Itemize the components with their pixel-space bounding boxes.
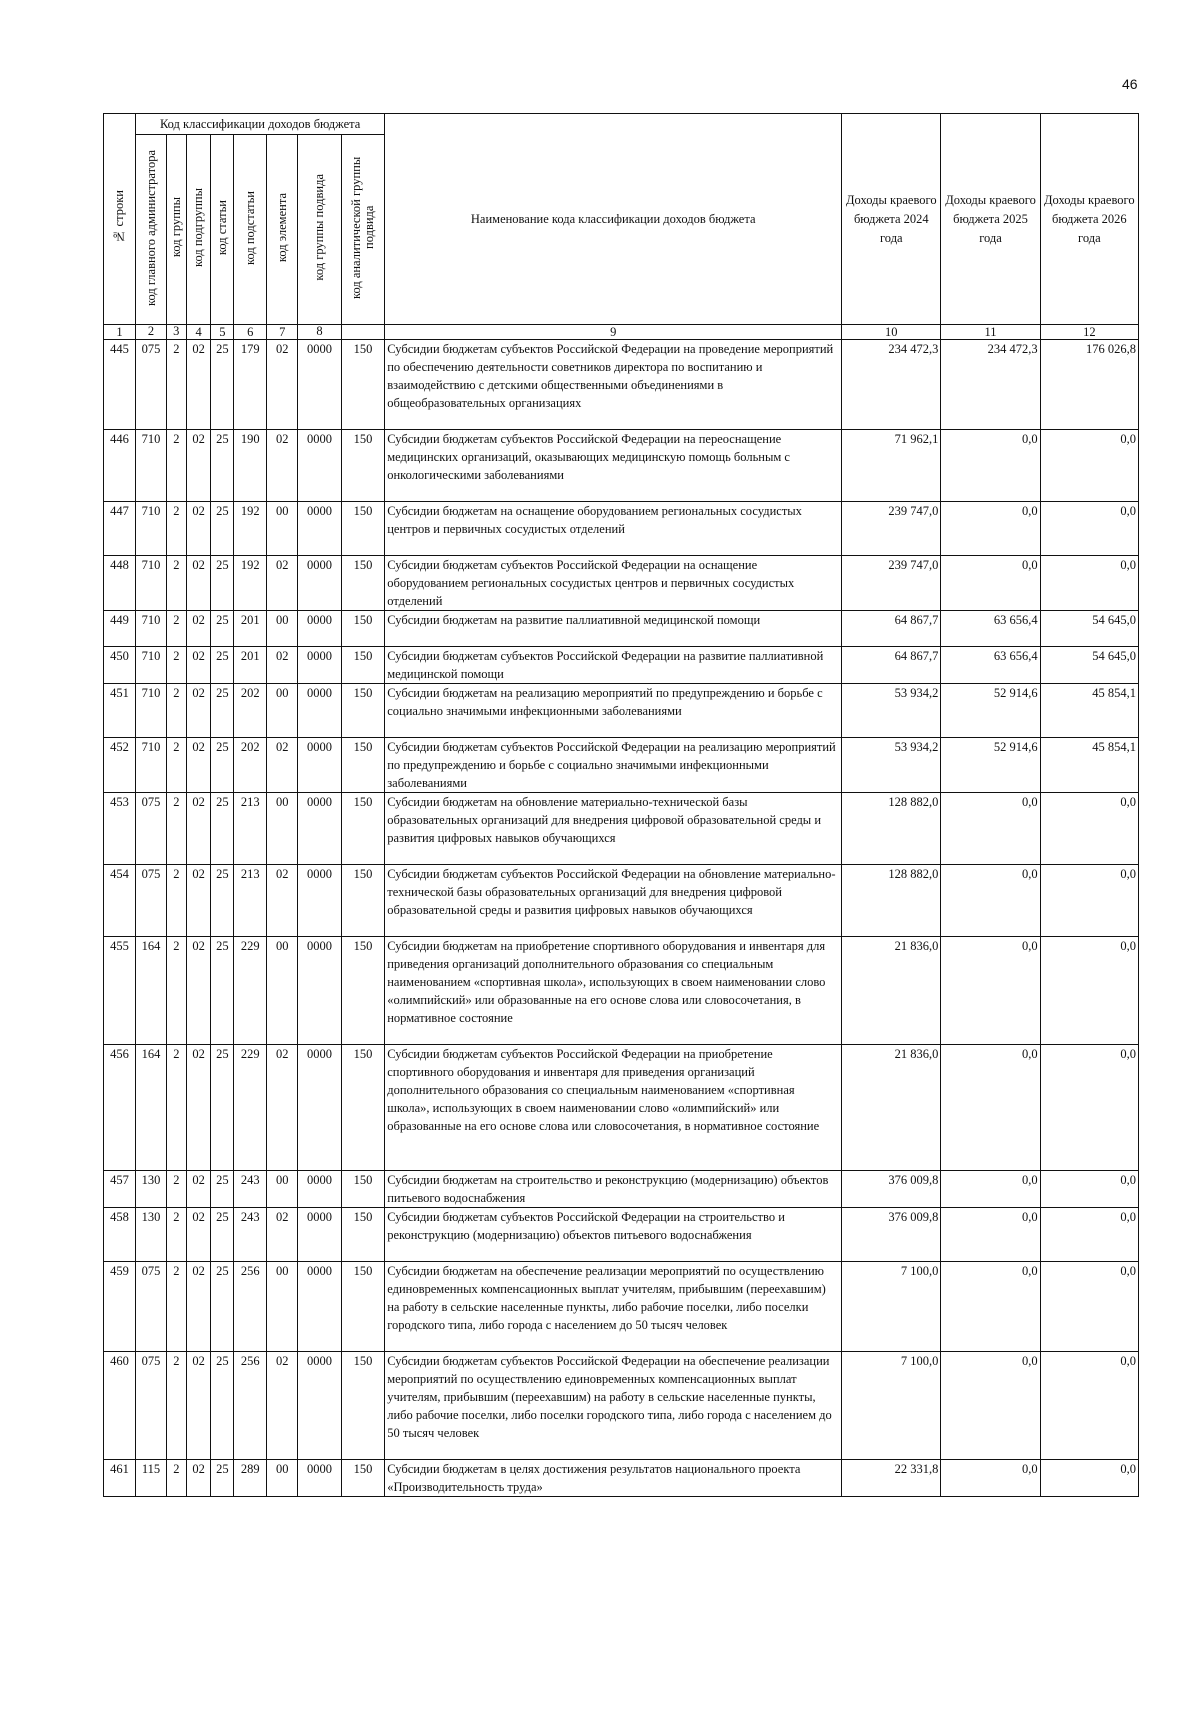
element-code-cell: 00 <box>267 1171 298 1208</box>
article-code-cell: 25 <box>211 1352 234 1460</box>
article-code-cell: 25 <box>211 340 234 430</box>
income-2024-cell: 376 009,8 <box>842 1208 941 1262</box>
subarticle-code-cell: 256 <box>234 1262 267 1352</box>
article-code-cell: 25 <box>211 684 234 738</box>
income-name-cell: Субсидии бюджетам субъектов Российской Федерации на реализацию мероприятий по предупреждению и борьбе с социально значимыми инфекционными заболеваниями <box>385 738 842 793</box>
income-2026-cell: 0,0 <box>1040 502 1138 556</box>
income-2024-cell: 239 747,0 <box>842 556 941 611</box>
income-2024-cell: 71 962,1 <box>842 430 941 502</box>
subgroup-code-cell: 02 <box>186 1352 211 1460</box>
table-row <box>104 1460 1139 1497</box>
column-number: 11 <box>941 325 1040 340</box>
row-number-cell: 446 <box>104 430 136 502</box>
income-2026-cell: 45 854,1 <box>1040 738 1138 793</box>
subarticle-code-cell: 179 <box>234 340 267 430</box>
element-code-cell: 00 <box>267 611 298 647</box>
group-code-cell: 2 <box>167 1171 187 1208</box>
element-code-cell: 00 <box>267 1262 298 1352</box>
subarticle-code-cell: 289 <box>234 1460 267 1497</box>
article-code-cell: 25 <box>211 556 234 611</box>
header-element-code: код элемента <box>267 135 298 325</box>
row-number-cell: 459 <box>104 1262 136 1352</box>
table-row <box>104 647 1139 684</box>
analytic-group-code-cell: 150 <box>341 611 385 647</box>
table-row <box>104 1045 1139 1171</box>
article-code-cell: 25 <box>211 1208 234 1262</box>
analytic-group-code-cell: 150 <box>341 1208 385 1262</box>
column-number: 10 <box>842 325 941 340</box>
header-group-code: код группы <box>167 135 187 325</box>
subgroup-code-cell: 02 <box>186 793 211 865</box>
row-number-cell: 450 <box>104 647 136 684</box>
income-2024-cell: 234 472,3 <box>842 340 941 430</box>
analytic-group-code-cell: 150 <box>341 1352 385 1460</box>
group-code-cell: 2 <box>167 1460 187 1497</box>
header-income-2024: Доходы краевого бюджета 2024 года <box>842 114 941 325</box>
income-2025-cell: 0,0 <box>941 556 1040 611</box>
income-2026-cell: 176 026,8 <box>1040 340 1138 430</box>
income-2026-cell: 0,0 <box>1040 793 1138 865</box>
subtype-group-code-cell: 0000 <box>298 1262 341 1352</box>
row-number-cell: 453 <box>104 793 136 865</box>
analytic-group-code-cell: 150 <box>341 684 385 738</box>
admin-code-cell: 130 <box>136 1171 167 1208</box>
subtype-group-code-cell: 0000 <box>298 502 341 556</box>
article-code-cell: 25 <box>211 430 234 502</box>
admin-code-cell: 075 <box>136 793 167 865</box>
income-2026-cell: 0,0 <box>1040 1171 1138 1208</box>
budget-income-table <box>103 113 1139 1497</box>
group-code-cell: 2 <box>167 502 187 556</box>
header-analytic-group-code: код аналитической группы подвида <box>341 135 385 325</box>
income-2024-cell: 21 836,0 <box>842 937 941 1045</box>
admin-code-cell: 075 <box>136 1352 167 1460</box>
subtype-group-code-cell: 0000 <box>298 1460 341 1497</box>
subtype-group-code-cell: 0000 <box>298 647 341 684</box>
article-code-cell: 25 <box>211 1171 234 1208</box>
group-code-cell: 2 <box>167 937 187 1045</box>
income-2024-cell: 128 882,0 <box>842 865 941 937</box>
header-admin-code: код главного администратора <box>136 135 167 325</box>
income-name-cell: Субсидии бюджетам в целях достижения результатов национального проекта «Производительность труда» <box>385 1460 842 1497</box>
element-code-cell: 00 <box>267 1460 298 1497</box>
column-number: 5 <box>211 325 234 340</box>
analytic-group-code-cell: 150 <box>341 1262 385 1352</box>
table-row <box>104 502 1139 556</box>
row-number-cell: 451 <box>104 684 136 738</box>
element-code-cell: 00 <box>267 502 298 556</box>
income-2026-cell: 0,0 <box>1040 430 1138 502</box>
element-code-cell: 02 <box>267 556 298 611</box>
column-number: 4 <box>186 325 211 340</box>
subarticle-code-cell: 213 <box>234 865 267 937</box>
analytic-group-code-cell: 150 <box>341 430 385 502</box>
group-code-cell: 2 <box>167 611 187 647</box>
income-name-cell: Субсидии бюджетам субъектов Российской Федерации на развитие паллиативной медицинской помощи <box>385 647 842 684</box>
income-2025-cell: 234 472,3 <box>941 340 1040 430</box>
element-code-cell: 02 <box>267 738 298 793</box>
column-number: 8 <box>298 325 385 340</box>
income-2025-cell: 0,0 <box>941 502 1040 556</box>
subgroup-code-cell: 02 <box>186 1045 211 1171</box>
subtype-group-code-cell: 0000 <box>298 1171 341 1208</box>
group-code-cell: 2 <box>167 1045 187 1171</box>
article-code-cell: 25 <box>211 937 234 1045</box>
income-2025-cell: 0,0 <box>941 793 1040 865</box>
subarticle-code-cell: 201 <box>234 611 267 647</box>
subgroup-code-cell: 02 <box>186 1208 211 1262</box>
subgroup-code-cell: 02 <box>186 556 211 611</box>
subtype-group-code-cell: 0000 <box>298 793 341 865</box>
income-name-cell: Субсидии бюджетам субъектов Российской Федерации на проведение мероприятий по обеспечению деятельности советников директора по воспитанию и взаимодействию с детскими общественными объединениями в общеобразовательных организациях <box>385 340 842 430</box>
admin-code-cell: 710 <box>136 611 167 647</box>
row-number-cell: 452 <box>104 738 136 793</box>
income-2025-cell: 0,0 <box>941 1045 1040 1171</box>
income-2026-cell: 0,0 <box>1040 1460 1138 1497</box>
row-number-cell: 445 <box>104 340 136 430</box>
subarticle-code-cell: 202 <box>234 684 267 738</box>
subarticle-code-cell: 213 <box>234 793 267 865</box>
income-2024-cell: 53 934,2 <box>842 738 941 793</box>
analytic-group-code-cell: 150 <box>341 793 385 865</box>
header-income-2025: Доходы краевого бюджета 2025 года <box>941 114 1040 325</box>
income-2025-cell: 0,0 <box>941 1208 1040 1262</box>
income-2024-cell: 64 867,7 <box>842 611 941 647</box>
income-2025-cell: 0,0 <box>941 1262 1040 1352</box>
article-code-cell: 25 <box>211 611 234 647</box>
element-code-cell: 02 <box>267 1352 298 1460</box>
subtype-group-code-cell: 0000 <box>298 1208 341 1262</box>
group-code-cell: 2 <box>167 738 187 793</box>
header-classification-group: Код классификации доходов бюджета <box>136 114 385 135</box>
table-row <box>104 684 1139 738</box>
income-2025-cell: 63 656,4 <box>941 647 1040 684</box>
income-2024-cell: 7 100,0 <box>842 1262 941 1352</box>
row-number-cell: 461 <box>104 1460 136 1497</box>
analytic-group-code-cell: 150 <box>341 647 385 684</box>
subgroup-code-cell: 02 <box>186 684 211 738</box>
income-2026-cell: 54 645,0 <box>1040 647 1138 684</box>
subtype-group-code-cell: 0000 <box>298 340 341 430</box>
income-2024-cell: 22 331,8 <box>842 1460 941 1497</box>
subarticle-code-cell: 202 <box>234 738 267 793</box>
column-number: 12 <box>1040 325 1138 340</box>
income-2026-cell: 0,0 <box>1040 1208 1138 1262</box>
subtype-group-code-cell: 0000 <box>298 684 341 738</box>
column-number: 2 3 <box>136 325 187 340</box>
column-numbers-row <box>104 325 1139 340</box>
income-2026-cell: 45 854,1 <box>1040 684 1138 738</box>
admin-code-cell: 710 <box>136 556 167 611</box>
income-2024-cell: 376 009,8 <box>842 1171 941 1208</box>
income-2026-cell: 0,0 <box>1040 1352 1138 1460</box>
row-number-cell: 449 <box>104 611 136 647</box>
income-2025-cell: 0,0 <box>941 1352 1040 1460</box>
table-row <box>104 1262 1139 1352</box>
row-number-cell: 456 <box>104 1045 136 1171</box>
subtype-group-code-cell: 0000 <box>298 1352 341 1460</box>
subgroup-code-cell: 02 <box>186 1262 211 1352</box>
element-code-cell: 02 <box>267 865 298 937</box>
group-code-cell: 2 <box>167 1352 187 1460</box>
income-name-cell: Субсидии бюджетам субъектов Российской Федерации на обновление материально-технической базы образовательных организаций для внедрения цифровой образовательной среды и развития цифровых навыков обучающихся <box>385 865 842 937</box>
table-row <box>104 340 1139 430</box>
income-2025-cell: 0,0 <box>941 1171 1040 1208</box>
table-row <box>104 1208 1139 1262</box>
group-code-cell: 2 <box>167 430 187 502</box>
element-code-cell: 02 <box>267 430 298 502</box>
income-name-cell: Субсидии бюджетам на обеспечение реализации мероприятий по осуществлению единовременных компенсационных выплат учителям, прибывшим (переехавшим) на работу в сельские населенные пункты, либо рабочие поселки, либо поселки городского типа, либо города с населением до 50 тысяч человек <box>385 1262 842 1352</box>
element-code-cell: 00 <box>267 793 298 865</box>
income-2026-cell: 0,0 <box>1040 865 1138 937</box>
subgroup-code-cell: 02 <box>186 865 211 937</box>
income-2026-cell: 54 645,0 <box>1040 611 1138 647</box>
subtype-group-code-cell: 0000 <box>298 430 341 502</box>
subgroup-code-cell: 02 <box>186 1460 211 1497</box>
article-code-cell: 25 <box>211 502 234 556</box>
table-row <box>104 611 1139 647</box>
column-number: 6 <box>234 325 267 340</box>
income-2025-cell: 0,0 <box>941 430 1040 502</box>
income-name-cell: Субсидии бюджетам субъектов Российской Федерации на приобретение спортивного оборудования и инвентаря для приведения организаций дополнительного образования со специальным наименованием «спортивная школа», использующих в своем наименовании слово «олимпийский» или образованные на его основе слова или словосочетания, в нормативное состояние <box>385 1045 842 1171</box>
income-2025-cell: 52 914,6 <box>941 684 1040 738</box>
analytic-group-code-cell: 150 <box>341 502 385 556</box>
group-code-cell: 2 <box>167 865 187 937</box>
table-row <box>104 793 1139 865</box>
income-2026-cell: 0,0 <box>1040 1045 1138 1171</box>
column-number: 1 <box>104 325 136 340</box>
income-name-cell: Субсидии бюджетам субъектов Российской Федерации на оснащение оборудованием региональных сосудистых центров и первичных сосудистых отделений <box>385 556 842 611</box>
income-2025-cell: 0,0 <box>941 937 1040 1045</box>
subtype-group-code-cell: 0000 <box>298 738 341 793</box>
income-2025-cell: 0,0 <box>941 865 1040 937</box>
income-2024-cell: 128 882,0 <box>842 793 941 865</box>
income-name-cell: Субсидии бюджетам субъектов Российской Федерации на строительство и реконструкцию (модернизацию) объектов питьевого водоснабжения <box>385 1208 842 1262</box>
analytic-group-code-cell: 150 <box>341 1171 385 1208</box>
row-number-cell: 460 <box>104 1352 136 1460</box>
group-code-cell: 2 <box>167 1208 187 1262</box>
article-code-cell: 25 <box>211 738 234 793</box>
column-number: 7 <box>267 325 298 340</box>
subtype-group-code-cell: 0000 <box>298 937 341 1045</box>
income-name-cell: Субсидии бюджетам на обновление материально-технической базы образовательных организаций для внедрения цифровой образовательной среды и развития цифровых навыков обучающихся <box>385 793 842 865</box>
element-code-cell: 02 <box>267 1208 298 1262</box>
table-row <box>104 430 1139 502</box>
row-number-cell: 454 <box>104 865 136 937</box>
subarticle-code-cell: 243 <box>234 1208 267 1262</box>
subgroup-code-cell: 02 <box>186 738 211 793</box>
analytic-group-code-cell: 150 <box>341 865 385 937</box>
subgroup-code-cell: 02 <box>186 647 211 684</box>
group-code-cell: 2 <box>167 340 187 430</box>
row-number-cell: 448 <box>104 556 136 611</box>
group-code-cell: 2 <box>167 684 187 738</box>
element-code-cell: 02 <box>267 1045 298 1171</box>
article-code-cell: 25 <box>211 865 234 937</box>
analytic-group-code-cell: 150 <box>341 1460 385 1497</box>
subgroup-code-cell: 02 <box>186 340 211 430</box>
subarticle-code-cell: 190 <box>234 430 267 502</box>
subtype-group-code-cell: 0000 <box>298 611 341 647</box>
income-2024-cell: 21 836,0 <box>842 1045 941 1171</box>
row-number-cell: 457 <box>104 1171 136 1208</box>
subgroup-code-cell: 02 <box>186 1171 211 1208</box>
header-subtype-group-code: код группы подвида <box>298 135 341 325</box>
column-number: 9 <box>385 325 842 340</box>
header-row-no: № строки <box>104 114 136 325</box>
header-name: Наименование кода классификации доходов бюджета <box>385 114 842 325</box>
subarticle-code-cell: 229 <box>234 1045 267 1171</box>
analytic-group-code-cell: 150 <box>341 556 385 611</box>
row-number-cell: 458 <box>104 1208 136 1262</box>
subgroup-code-cell: 02 <box>186 502 211 556</box>
income-name-cell: Субсидии бюджетам на реализацию мероприятий по предупреждению и борьбе с социально значимыми инфекционными заболеваниями <box>385 684 842 738</box>
table-row <box>104 937 1139 1045</box>
header-article-code: код статьи <box>211 135 234 325</box>
admin-code-cell: 075 <box>136 865 167 937</box>
admin-code-cell: 710 <box>136 647 167 684</box>
income-name-cell: Субсидии бюджетам на оснащение оборудованием региональных сосудистых центров и первичных сосудистых отделений <box>385 502 842 556</box>
header-subgroup-code: код подгруппы <box>186 135 211 325</box>
income-name-cell: Субсидии бюджетам субъектов Российской Федерации на переоснащение медицинских организаций, оказывающих медицинскую помощь больным с онкологическими заболеваниями <box>385 430 842 502</box>
group-code-cell: 2 <box>167 647 187 684</box>
income-name-cell: Субсидии бюджетам на приобретение спортивного оборудования и инвентаря для приведения организаций дополнительного образования со специальным наименованием «спортивная школа», использующих в своем наименовании слово «олимпийский» или образованные на его основе слова или словосочетания, в нормативное состояние <box>385 937 842 1045</box>
group-code-cell: 2 <box>167 1262 187 1352</box>
table-row <box>104 865 1139 937</box>
group-code-cell: 2 <box>167 793 187 865</box>
income-2024-cell: 53 934,2 <box>842 684 941 738</box>
admin-code-cell: 075 <box>136 1262 167 1352</box>
subgroup-code-cell: 02 <box>186 611 211 647</box>
admin-code-cell: 710 <box>136 502 167 556</box>
element-code-cell: 00 <box>267 937 298 1045</box>
subgroup-code-cell: 02 <box>186 430 211 502</box>
table-row <box>104 1171 1139 1208</box>
element-code-cell: 02 <box>267 647 298 684</box>
group-code-cell: 2 <box>167 556 187 611</box>
analytic-group-code-cell: 150 <box>341 937 385 1045</box>
admin-code-cell: 164 <box>136 937 167 1045</box>
income-2025-cell: 0,0 <box>941 1460 1040 1497</box>
subarticle-code-cell: 256 <box>234 1352 267 1460</box>
subtype-group-code-cell: 0000 <box>298 556 341 611</box>
income-2024-cell: 64 867,7 <box>842 647 941 684</box>
admin-code-cell: 075 <box>136 340 167 430</box>
article-code-cell: 25 <box>211 1262 234 1352</box>
subtype-group-code-cell: 0000 <box>298 1045 341 1171</box>
income-2024-cell: 7 100,0 <box>842 1352 941 1460</box>
subarticle-code-cell: 201 <box>234 647 267 684</box>
article-code-cell: 25 <box>211 1460 234 1497</box>
income-name-cell: Субсидии бюджетам на развитие паллиативной медицинской помощи <box>385 611 842 647</box>
row-number-cell: 455 <box>104 937 136 1045</box>
subarticle-code-cell: 229 <box>234 937 267 1045</box>
income-name-cell: Субсидии бюджетам субъектов Российской Федерации на обеспечение реализации мероприятий по осуществлению единовременных компенсационных выплат учителям, прибывшим (переехавшим) на работу в сельские населенные пункты, либо рабочие поселки, либо поселки городского типа, либо города с населением до 50 тысяч человек <box>385 1352 842 1460</box>
header-income-2026: Доходы краевого бюджета 2026 года <box>1040 114 1138 325</box>
table-row <box>104 1352 1139 1460</box>
admin-code-cell: 164 <box>136 1045 167 1171</box>
income-2025-cell: 63 656,4 <box>941 611 1040 647</box>
analytic-group-code-cell: 150 <box>341 340 385 430</box>
admin-code-cell: 710 <box>136 738 167 793</box>
income-2026-cell: 0,0 <box>1040 1262 1138 1352</box>
income-name-cell: Субсидии бюджетам на строительство и реконструкцию (модернизацию) объектов питьевого водоснабжения <box>385 1171 842 1208</box>
admin-code-cell: 115 <box>136 1460 167 1497</box>
article-code-cell: 25 <box>211 1045 234 1171</box>
admin-code-cell: 130 <box>136 1208 167 1262</box>
income-2026-cell: 0,0 <box>1040 937 1138 1045</box>
income-2024-cell: 239 747,0 <box>842 502 941 556</box>
subarticle-code-cell: 192 <box>234 502 267 556</box>
table-row <box>104 556 1139 611</box>
article-code-cell: 25 <box>211 647 234 684</box>
header-subarticle-code: код подстатьи <box>234 135 267 325</box>
element-code-cell: 00 <box>267 684 298 738</box>
admin-code-cell: 710 <box>136 684 167 738</box>
income-2025-cell: 52 914,6 <box>941 738 1040 793</box>
subgroup-code-cell: 02 <box>186 937 211 1045</box>
element-code-cell: 02 <box>267 340 298 430</box>
subtype-group-code-cell: 0000 <box>298 865 341 937</box>
page-number: 46 <box>1122 76 1138 92</box>
subarticle-code-cell: 192 <box>234 556 267 611</box>
analytic-group-code-cell: 150 <box>341 1045 385 1171</box>
article-code-cell: 25 <box>211 793 234 865</box>
analytic-group-code-cell: 150 <box>341 738 385 793</box>
table-row <box>104 738 1139 793</box>
subarticle-code-cell: 243 <box>234 1171 267 1208</box>
admin-code-cell: 710 <box>136 430 167 502</box>
income-2026-cell: 0,0 <box>1040 556 1138 611</box>
row-number-cell: 447 <box>104 502 136 556</box>
